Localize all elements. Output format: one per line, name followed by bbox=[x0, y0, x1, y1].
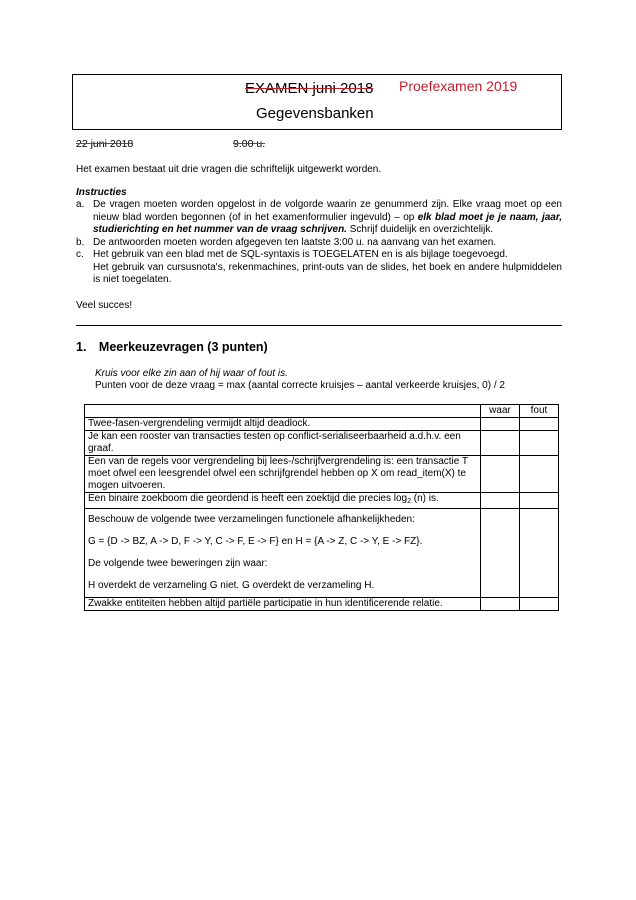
answer-true-checkbox[interactable] bbox=[481, 509, 520, 598]
instruction-c bbox=[76, 249, 562, 287]
instruction-b-text: De antwoorden moeten worden afgegeven ten laatste 3:00 u. na aanvang van het examen. bbox=[93, 236, 497, 248]
statement-cell: Zwakke entiteiten hebben altijd partiële participatie in hun identificerende relatie. bbox=[85, 598, 481, 611]
instruction-a-text-end: Schrijf duidelijk en overzichtelijk. bbox=[346, 224, 494, 235]
instruction-a bbox=[76, 199, 562, 237]
table-row bbox=[85, 509, 559, 598]
question-1-heading: 1. Meerkeuzevragen (3 punten) bbox=[76, 340, 268, 354]
intro-text: Het examen bestaat uit drie vragen die schriftelijk uitgewerkt worden. bbox=[76, 164, 382, 175]
question-1-scoring: Punten voor de deze vraag = max (aantal correcte kruisjes – aantal verkeerde kruisjes, 0) / 2 bbox=[95, 380, 505, 391]
statement-text-end: (n) is. bbox=[411, 493, 439, 504]
header-box bbox=[72, 74, 562, 130]
statement-cell: Een van de regels voor vergrendeling bij lees-/schrijfvergrendeling is: een transactie T moet ofwel een leesgrendel ofwel een schrijfgrendel hebben op X om read_item(X) te mogen uitvoeren. bbox=[85, 456, 481, 493]
column-header-true: waar bbox=[481, 405, 520, 418]
answer-true-checkbox[interactable] bbox=[481, 493, 520, 509]
instruction-text bbox=[93, 199, 562, 237]
exam-date: 22 juni 2018 bbox=[76, 138, 134, 150]
true-false-table bbox=[84, 404, 559, 611]
answer-false-checkbox[interactable] bbox=[520, 456, 559, 493]
table-header-row bbox=[85, 405, 559, 418]
divider bbox=[76, 325, 562, 326]
instruction-label: a. bbox=[76, 199, 85, 210]
exam-title: EXAMEN juni 2018 bbox=[245, 80, 374, 97]
proefexamen-label: Proefexamen 2019 bbox=[399, 78, 518, 94]
subject-title: Gegevensbanken bbox=[256, 105, 374, 122]
instruction-label: c. bbox=[76, 249, 84, 260]
statement-cell: Je kan een rooster van transacties testen op conflict-serialiseerbaarheid a.d.h.v. een graaf. bbox=[85, 431, 481, 456]
exam-time: 9.00 u. bbox=[233, 138, 266, 150]
answer-false-checkbox[interactable] bbox=[520, 418, 559, 431]
instruction-label: b. bbox=[76, 236, 85, 248]
question-1-instruction: Kruis voor elke zin aan of hij waar of fout is. bbox=[95, 368, 288, 379]
instruction-a-bold: elk blad moet je je naam, jaar, studierichting en het nummer van de vraag schrijven. bbox=[93, 211, 562, 235]
good-luck-text: Veel succes! bbox=[76, 300, 133, 311]
table-row bbox=[85, 456, 559, 493]
statement-cell bbox=[85, 493, 481, 509]
instruction-a-text: De vragen moeten worden opgelost in de volgorde waarin ze genummerd zijn. Elke vraag moet op een nieuw blad worden begonnen (of in het examenformulier ingevuld) – op bbox=[93, 199, 562, 223]
statement-line: H overdekt de verzameling G niet. G overdekt de verzameling H. bbox=[88, 580, 375, 591]
statement-cell: Twee-fasen-vergrendeling vermijdt altijd deadlock. bbox=[85, 418, 481, 431]
answer-false-checkbox[interactable] bbox=[520, 598, 559, 611]
answer-false-checkbox[interactable] bbox=[520, 431, 559, 456]
table-row bbox=[85, 493, 559, 509]
table-row bbox=[85, 431, 559, 456]
answer-true-checkbox[interactable] bbox=[481, 418, 520, 431]
answer-true-checkbox[interactable] bbox=[481, 431, 520, 456]
table-row bbox=[85, 418, 559, 431]
statement-text: Een binaire zoekboom die geordend is heeft een zoektijd die precies log bbox=[88, 493, 408, 504]
instructions-title: Instructies bbox=[76, 187, 127, 198]
statement-line: G = {D -> BZ, A -> D, F -> Y, C -> F, E -> F} en H = {A -> Z, C -> Y, E -> FZ}. bbox=[88, 536, 423, 547]
instruction-b bbox=[76, 237, 562, 250]
instruction-c-text2: Het gebruik van cursusnota's, rekenmachines, print-outs van de slides, het boek en andere hulpmiddelen is niet toegelaten. bbox=[93, 261, 562, 285]
log-subscript: 2 bbox=[407, 498, 412, 505]
statement-header-cell bbox=[85, 405, 481, 418]
column-header-false: fout bbox=[520, 405, 559, 418]
instructions-list bbox=[76, 199, 562, 287]
answer-true-checkbox[interactable] bbox=[481, 456, 520, 493]
instruction-c-text: Het gebruik van een blad met de SQL-syntaxis is TOEGELATEN en is als bijlage toegevoegd. bbox=[93, 249, 508, 260]
statement-line: Beschouw de volgende twee verzamelingen functionele afhankelijkheden: bbox=[88, 514, 415, 525]
statement-line: De volgende twee beweringen zijn waar: bbox=[88, 558, 268, 569]
answer-true-checkbox[interactable] bbox=[481, 598, 520, 611]
statement-cell bbox=[85, 509, 481, 598]
instruction-text bbox=[93, 249, 562, 287]
answer-false-checkbox[interactable] bbox=[520, 493, 559, 509]
answer-false-checkbox[interactable] bbox=[520, 509, 559, 598]
table-row bbox=[85, 598, 559, 611]
